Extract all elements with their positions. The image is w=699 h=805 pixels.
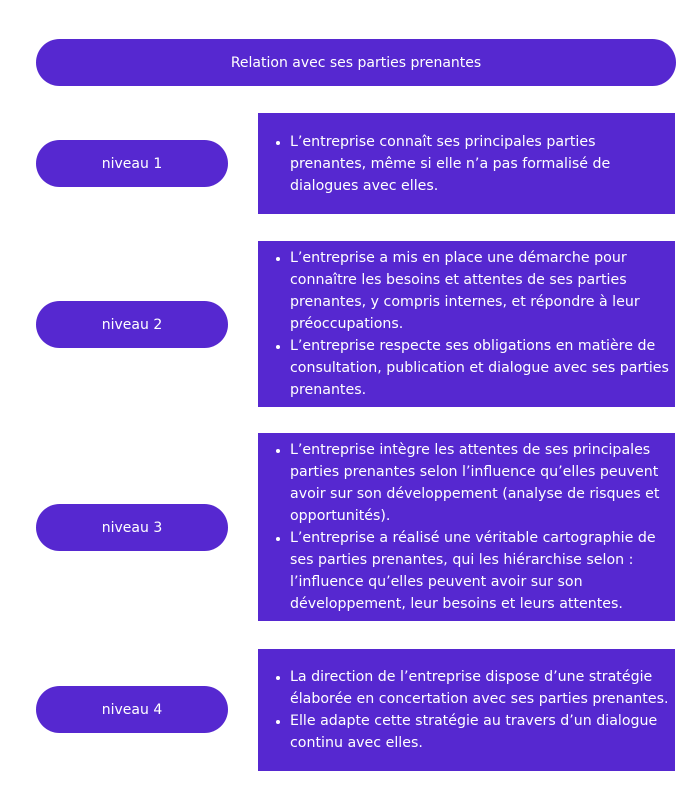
level-2-list xyxy=(268,247,669,401)
level-2-description xyxy=(258,241,675,407)
diagram-title xyxy=(36,39,676,86)
level-3-label: niveau 3 xyxy=(101,519,163,536)
level-1-item-1: • L’entreprise connaît ses principales parties prenantes, même si elle n’a pas formalisé de dialogues avec elles. xyxy=(290,131,669,197)
level-1-pill xyxy=(36,140,228,187)
level-1-list xyxy=(268,131,669,197)
level-4-label: niveau 4 xyxy=(101,701,163,718)
level-1-label: niveau 1 xyxy=(101,155,163,172)
level-3-description xyxy=(258,433,675,621)
level-1-description xyxy=(258,113,675,214)
level-2-label: niveau 2 xyxy=(101,316,163,333)
level-3-item-2: • L’entreprise a réalisé une véritable cartographie de ses parties prenantes, qui les hiérarchise selon : l’influence qu’elles peuvent avoir sur son développement, leur besoins et leurs attentes. xyxy=(290,527,669,615)
level-4-item-2: • Elle adapte cette stratégie au travers d’un dialogue continu avec elles. xyxy=(290,710,669,754)
level-3-list xyxy=(268,439,669,615)
level-4-item-1: • La direction de l’entreprise dispose d’une stratégie élaborée en concertation avec ses parties prenantes. xyxy=(290,666,669,710)
level-4-description xyxy=(258,649,675,771)
level-2-item-1: • L’entreprise a mis en place une démarche pour connaître les besoins et attentes de ses parties prenantes, y compris internes, et répondre à leur préoccupations. xyxy=(290,247,669,335)
level-2-item-2: • L’entreprise respecte ses obligations en matière de consultation, publication et dialogue avec ses parties prenantes. xyxy=(290,335,669,401)
level-3-item-1: • L’entreprise intègre les attentes de ses principales parties prenantes selon l’influence qu’elles peuvent avoir sur son développement (analyse de risques et opportunités). xyxy=(290,439,669,527)
diagram-title-text: Relation avec ses parties prenantes xyxy=(230,54,482,71)
level-3-pill xyxy=(36,504,228,551)
level-2-pill xyxy=(36,301,228,348)
level-4-pill xyxy=(36,686,228,733)
level-4-list xyxy=(268,666,669,754)
